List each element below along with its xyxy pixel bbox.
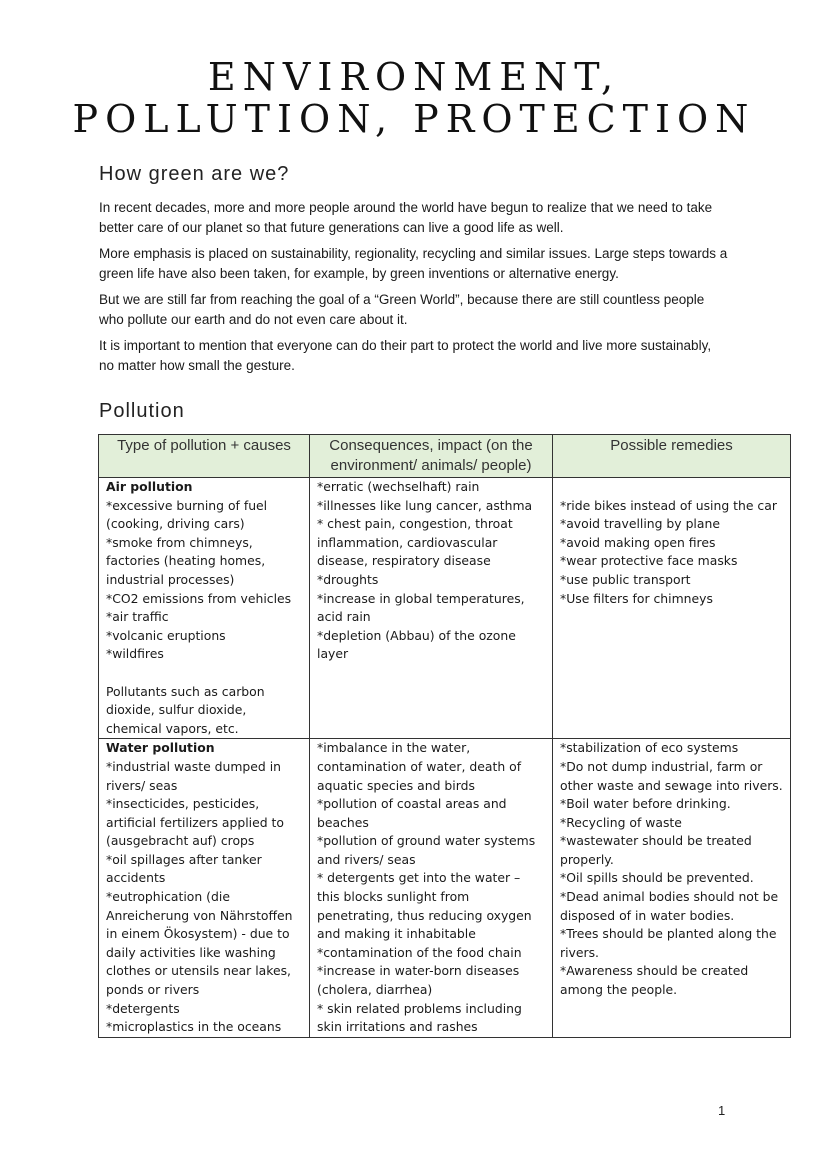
consequence-item: *erratic (wechselhaft) rain <box>317 479 480 494</box>
consequence-item: *contamination of the food chain <box>317 944 522 960</box>
table-row <box>99 478 791 739</box>
document-title-line-2: POLLUTION, PROTECTION <box>72 97 756 141</box>
cause-item: *wildfires <box>106 646 164 662</box>
page-number: 1 <box>718 1103 726 1118</box>
cell-air-causes <box>99 478 310 739</box>
cell-water-consequences <box>310 739 553 1038</box>
cause-item: *industrial waste dumped in rivers/ seas <box>106 758 282 793</box>
remedy-item: *avoid making open fires <box>560 534 716 550</box>
consequence-item: *illnesses like lung cancer, asthma <box>317 497 533 513</box>
remedy-item: *Oil spills should be prevented. <box>560 870 754 886</box>
cause-item: *insecticides, pesticides, artificial fertilizers applied to (ausgebracht auf) crops <box>106 796 284 849</box>
cause-item: *CO2 emissions from vehicles <box>106 590 292 606</box>
intro-text <box>99 198 729 382</box>
column-header-type: Type of pollution + causes <box>99 435 310 478</box>
intro-paragraph: More emphasis is placed on sustainability, regionality, recycling and similar issues. Large steps towards a green life have also been taken, for example, by green inventions or alternative energy. <box>99 246 728 281</box>
column-header-consequences: Consequences, impact (on the environment/ animals/ people) <box>310 435 553 478</box>
table-header-row <box>99 435 791 478</box>
consequence-item: * detergents get into the water – this blocks sunlight from penetrating, thus reducing oxygen and making it inhabitable <box>317 870 532 942</box>
intro-paragraph: In recent decades, more and more people around the world have begun to realize that we need to take better care of our planet so that future generations can live a good life as well. <box>99 200 713 235</box>
cause-item: *smoke from chimneys, factories (heating homes, industrial processes) <box>106 534 266 587</box>
remedy-item: *Recycling of waste <box>560 814 682 830</box>
remedy-item: *Boil water before drinking. <box>560 796 731 812</box>
column-header-remedies: Possible remedies <box>553 435 791 478</box>
cell-air-remedies <box>553 478 791 739</box>
remedy-item: *use public transport <box>560 571 691 587</box>
pollution-table <box>98 434 791 1038</box>
remedy-item: *Do not dump industrial, farm or other waste and sewage into rivers. <box>560 758 783 793</box>
cause-item: *volcanic eruptions <box>106 627 226 643</box>
cell-water-causes <box>99 739 310 1038</box>
intro-paragraph: But we are still far from reaching the goal of a “Green World”, because there are still countless people who pollute our earth and do not even care about it. <box>99 292 705 327</box>
consequence-item: * chest pain, congestion, throat inflammation, cardiovascular disease, respiratory disease <box>317 516 513 569</box>
consequence-item: *increase in water-born diseases (cholera, diarrhea) <box>317 963 520 998</box>
remedy-item: *wear protective face masks <box>560 553 738 569</box>
cell-water-remedies <box>553 739 791 1038</box>
intro-paragraph: It is important to mention that everyone can do their part to protect the world and live more sustainably, no matter how small the gesture. <box>99 338 712 373</box>
remedy-item: *ride bikes instead of using the car <box>560 497 777 513</box>
section-heading-pollution: Pollution <box>99 400 185 422</box>
section-heading-how-green: How green are we? <box>99 163 290 185</box>
consequence-item: *droughts <box>317 571 379 587</box>
remedy-item: *Awareness should be created among the people. <box>560 963 749 998</box>
cause-item: *air traffic <box>106 609 169 625</box>
row-title-air-pollution: Air pollution <box>106 479 193 494</box>
cause-item: *oil spillages after tanker accidents <box>106 851 262 886</box>
remedy-item: *avoid travelling by plane <box>560 516 720 532</box>
consequence-item: *pollution of coastal areas and beaches <box>317 796 507 830</box>
cause-item: *detergents <box>106 1000 180 1016</box>
cell-air-consequences <box>310 478 553 739</box>
remedy-item: *stabilization of eco systems <box>560 740 739 756</box>
remedy-item: *wastewater should be treated properly. <box>560 833 752 867</box>
consequence-item: *pollution of ground water systems and rivers/ seas <box>317 833 536 867</box>
consequence-item: *increase in global temperatures, acid rain <box>317 590 525 625</box>
pollutants-note: Pollutants such as carbon dioxide, sulfur dioxide, chemical vapors, etc. <box>106 683 265 736</box>
row-title-water-pollution: Water pollution <box>106 740 215 756</box>
consequence-item: *imbalance in the water, contamination of water, death of aquatic species and birds <box>317 740 522 793</box>
document-title-line-1: ENVIRONMENT, <box>207 55 621 99</box>
consequence-item: *depletion (Abbau) of the ozone layer <box>317 627 516 662</box>
cause-item: *microplastics in the oceans <box>106 1019 282 1035</box>
remedy-item: *Dead animal bodies should not be disposed of in water bodies. <box>560 889 779 923</box>
remedy-item: *Trees should be planted along the rivers. <box>560 926 777 960</box>
consequence-item: * skin related problems including skin irritations and rashes <box>317 1000 522 1035</box>
document-title <box>60 56 768 140</box>
remedy-item: *Use filters for chimneys <box>560 590 713 606</box>
cause-item: *eutrophication (die Anreicherung von Nährstoffen in einem Ökosystem) - due to daily activities like washing clothes or utensils near lakes, ponds or rivers <box>106 889 293 998</box>
table-row <box>99 739 791 1038</box>
cause-item: *excessive burning of fuel (cooking, driving cars) <box>106 497 268 532</box>
